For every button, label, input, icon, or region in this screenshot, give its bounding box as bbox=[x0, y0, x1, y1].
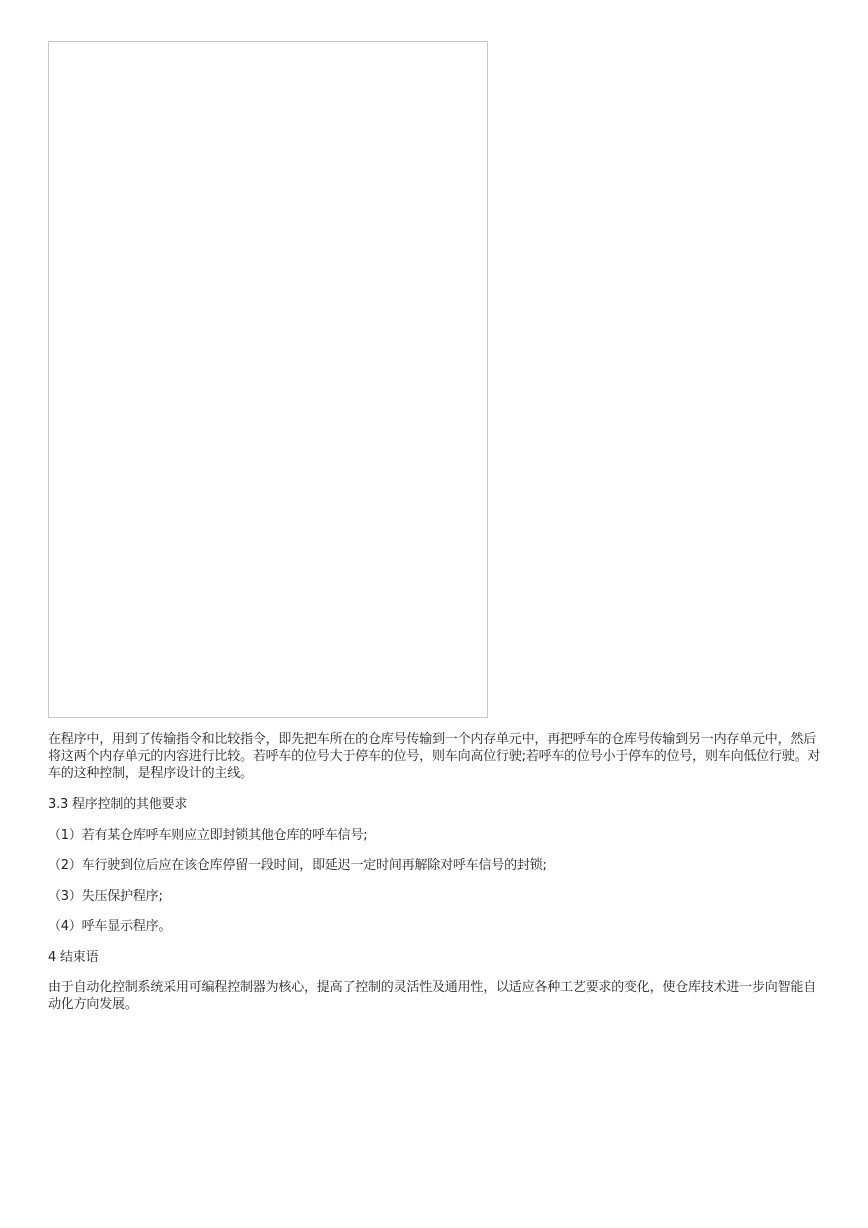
section-heading-4: 4 结束语 bbox=[48, 949, 99, 965]
document-body bbox=[48, 731, 822, 1013]
figure-placeholder bbox=[48, 41, 488, 718]
requirement-item-3: （3）失压保护程序; bbox=[48, 888, 163, 904]
section-heading-3-3: 3.3 程序控制的其他要求 bbox=[48, 797, 188, 812]
paragraph-program-description: 在程序中，用到了传输指令和比较指令，即先把车所在的仓库号传输到一个内存单元中，再把呼车的仓库号传输到另一内存单元中，然后将这两个内存单元的内容进行比较。若呼车的位号大于停车的位号，则车向高位行驶;若呼车的位号小于停车的位号，则车向低位行驶。对车的这种控制，是程序设计的主线。 bbox=[48, 732, 821, 781]
requirement-item-2: （2）车行驶到位后应在该仓库停留一段时间，即延迟一定时间再解除对呼车信号的封锁; bbox=[48, 858, 547, 873]
requirement-item-1: （1）若有某仓库呼车则应立即封锁其他仓库的呼车信号; bbox=[48, 827, 368, 843]
requirement-item-4: （4）呼车显示程序。 bbox=[48, 919, 172, 934]
paragraph-conclusion: 由于自动化控制系统采用可编程控制器为核心，提高了控制的灵活性及通用性，以适应各种工艺要求的变化，使仓库技术进一步向智能自动化方向发展。 bbox=[48, 980, 817, 1012]
